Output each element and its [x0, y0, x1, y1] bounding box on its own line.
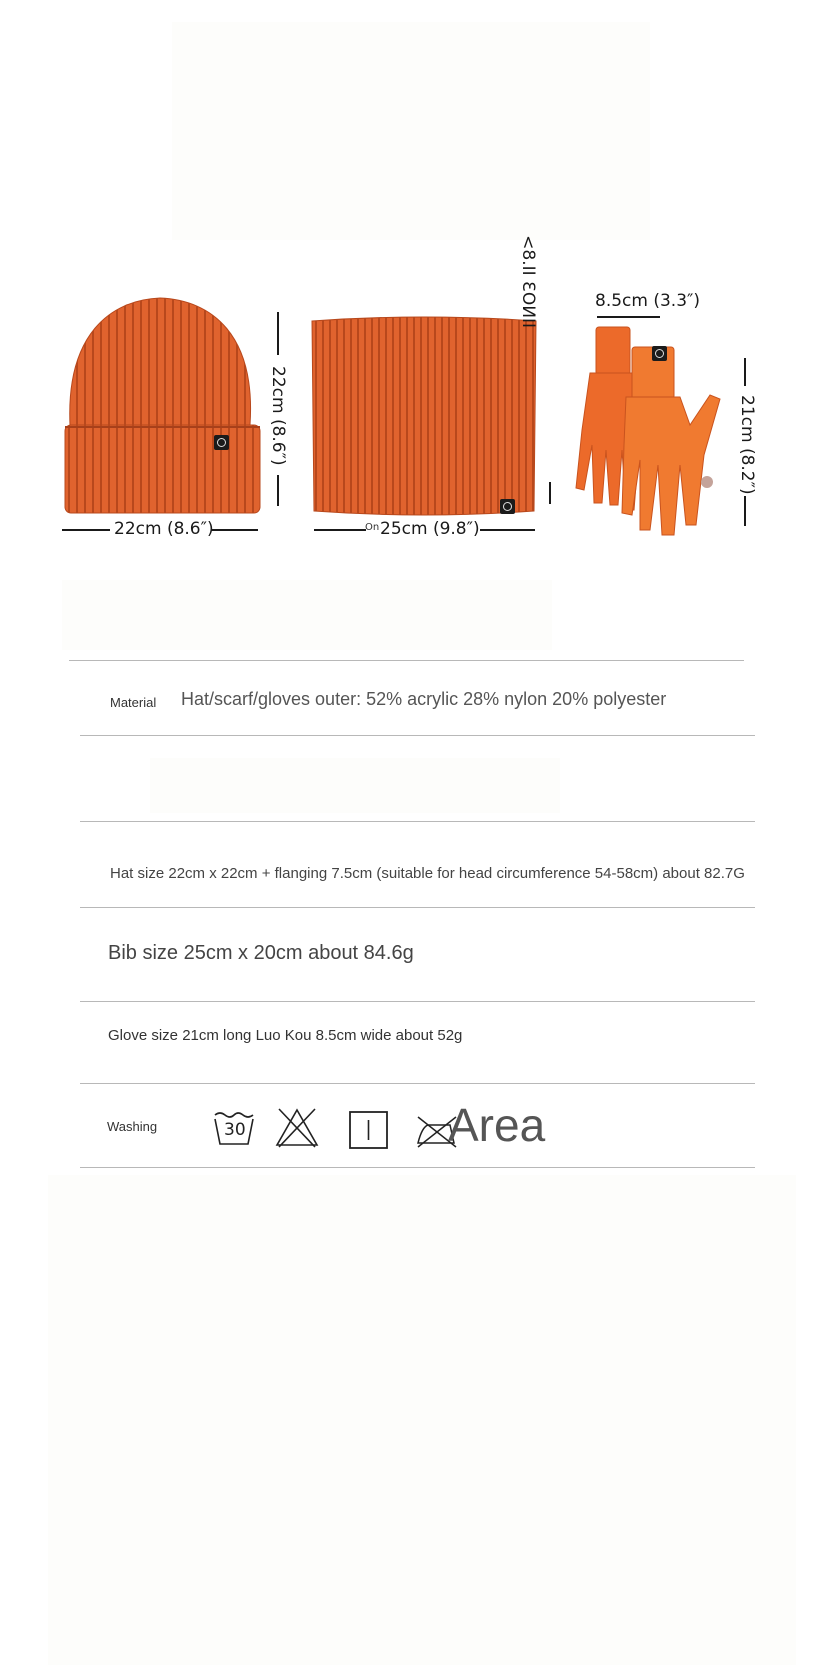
beanie-hat-image — [60, 295, 265, 517]
material-value: Hat/scarf/gloves outer: 52% acrylic 28% nylon 20% polyester — [181, 689, 667, 709]
divider-1 — [69, 660, 744, 661]
material-label: Material — [110, 695, 157, 710]
divider-4 — [80, 907, 755, 908]
scarf-logo-patch — [500, 499, 515, 514]
scarf-width-line-right — [480, 529, 535, 531]
tumble-dry-icon — [348, 1110, 390, 1150]
hat-width-label: 22cm (8.6″) — [114, 519, 214, 539]
hat-height-line-top — [277, 312, 279, 355]
hat-size-text: Hat size 22cm x 22cm + flanging 7.5cm (suitable for head circumference 54-58cm) about 82.7G — [110, 865, 745, 882]
hat-logo-patch — [214, 435, 229, 450]
scarf-width-label: 25cm (9.8″) — [380, 519, 480, 539]
glove-logo-patch — [652, 346, 667, 361]
scarf-stray-text: On — [365, 522, 380, 533]
divider-2 — [80, 735, 755, 736]
faded-bottom-banner — [48, 1175, 796, 1665]
bib-size-text: Bib size 25cm x 20cm about 84.6g — [108, 942, 414, 964]
glove-width-line — [597, 316, 660, 318]
neck-scarf-image — [308, 315, 540, 517]
glove-length-line-bottom — [744, 496, 746, 526]
washing-area-text: Area — [448, 1099, 546, 1151]
hat-width-line-left — [62, 529, 110, 531]
scarf-height-line-bottom — [549, 482, 551, 504]
hat-width-line-right — [211, 529, 258, 531]
washing-label: Washing — [107, 1119, 158, 1134]
scarf-height-label: IINO3 II.8> — [518, 235, 538, 328]
hat-height-line-bottom — [277, 475, 279, 506]
glove-length-line-top — [744, 358, 746, 386]
divider-5 — [80, 1001, 755, 1002]
divider-3 — [80, 821, 755, 822]
hat-height-label: 22cm (8.6″) — [268, 366, 288, 466]
faded-mid-banner — [62, 580, 552, 650]
faded-top-banner — [172, 22, 650, 240]
divider-7 — [80, 1167, 755, 1168]
scarf-width-line-left — [314, 529, 366, 531]
glove-size-text: Glove size 21cm long Luo Kou 8.5cm wide about 52g — [108, 1027, 463, 1044]
divider-6 — [80, 1083, 755, 1084]
wash-temp-label: 30 — [224, 1120, 246, 1140]
glove-width-label: 8.5cm (3.3″) — [595, 291, 700, 311]
faded-row-banner — [150, 758, 560, 813]
no-bleach-icon — [275, 1107, 319, 1149]
glove-length-label: 21cm (8.2″) — [737, 395, 757, 495]
